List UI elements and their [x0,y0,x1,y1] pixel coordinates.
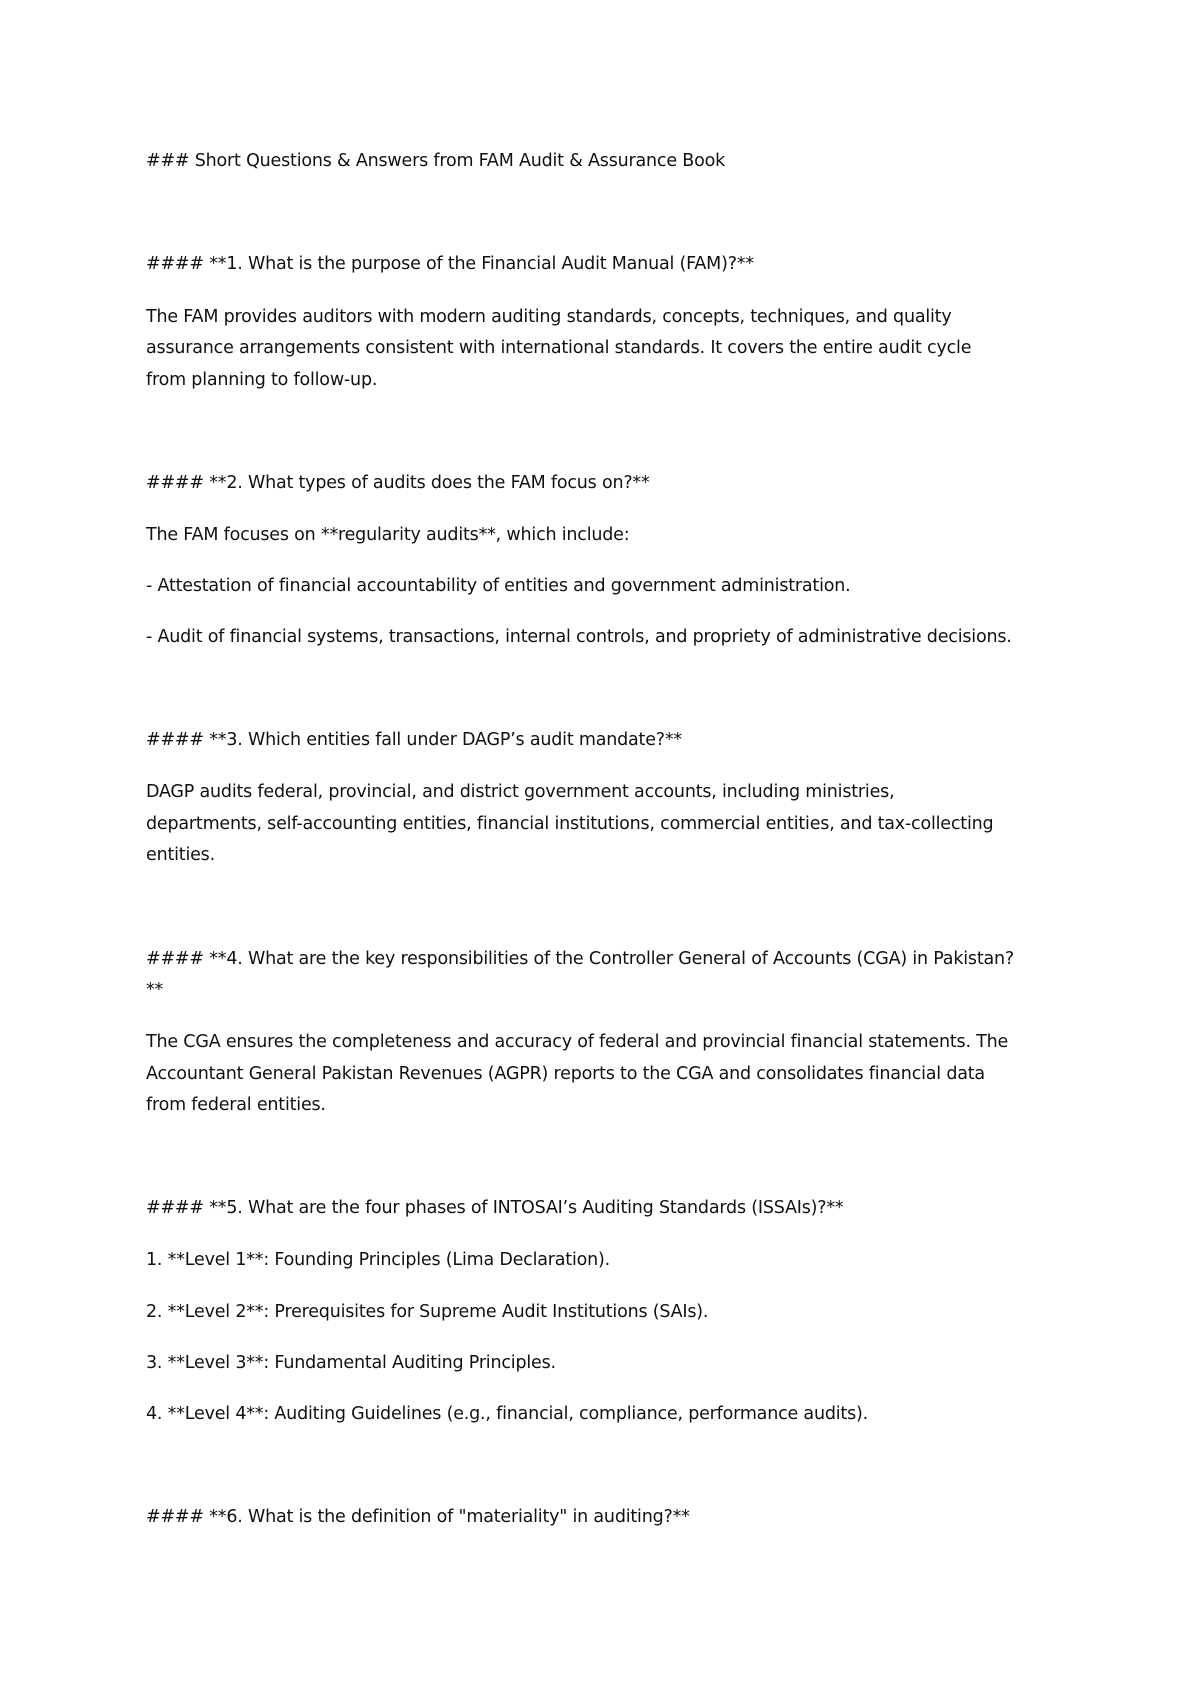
answer-3-line-2: departments, self-accounting entities, financial institutions, commercial entities, and tax-collecting [146,814,994,834]
question-5-heading: #### **5. What are the four phases of INTOSAI’s Auditing Standards (ISSAIs)?** [146,1198,844,1218]
question-1-heading: #### **1. What is the purpose of the Financial Audit Manual (FAM)?** [146,254,754,274]
answer-4-line-3: from federal entities. [146,1095,326,1115]
answer-5-item-3: 3. **Level 3**: Fundamental Auditing Principles. [146,1353,556,1373]
answer-4-line-1: The CGA ensures the completeness and accuracy of federal and provincial financial statements. The [146,1032,1009,1052]
answer-1-line-2: assurance arrangements consistent with international standards. It covers the entire audit cycle [146,338,972,358]
document-title: ### Short Questions & Answers from FAM Audit & Assurance Book [146,151,726,171]
question-3-heading: #### **3. Which entities fall under DAGP’s audit mandate?** [146,730,682,750]
answer-1-line-3: from planning to follow-up. [146,370,378,390]
question-2-heading: #### **2. What types of audits does the FAM focus on?** [146,473,650,493]
question-4-heading-line-2: ** [146,980,164,1000]
answer-3-line-3: entities. [146,845,215,865]
answer-5-item-2: 2. **Level 2**: Prerequisites for Supreme Audit Institutions (SAIs). [146,1302,709,1322]
answer-5-item-4: 4. **Level 4**: Auditing Guidelines (e.g., financial, compliance, performance audits). [146,1404,868,1424]
answer-1-line-1: The FAM provides auditors with modern auditing standards, concepts, techniques, and quality [146,307,952,327]
answer-2-bullet-1: - Attestation of financial accountability of entities and government administration. [146,576,851,596]
answer-2-bullet-2: - Audit of financial systems, transactions, internal controls, and propriety of administrative decisions. [146,627,1012,647]
answer-4-line-2: Accountant General Pakistan Revenues (AGPR) reports to the CGA and consolidates financial data [146,1064,985,1084]
answer-3-line-1: DAGP audits federal, provincial, and district government accounts, including ministries, [146,782,895,802]
answer-5-item-1: 1. **Level 1**: Founding Principles (Lima Declaration). [146,1250,611,1270]
question-6-heading: #### **6. What is the definition of "materiality" in auditing?** [146,1507,690,1527]
question-4-heading-line-1: #### **4. What are the key responsibilities of the Controller General of Accounts (CGA) in Pakistan? [146,949,1015,969]
answer-2-intro: The FAM focuses on **regularity audits**, which include: [146,525,630,545]
